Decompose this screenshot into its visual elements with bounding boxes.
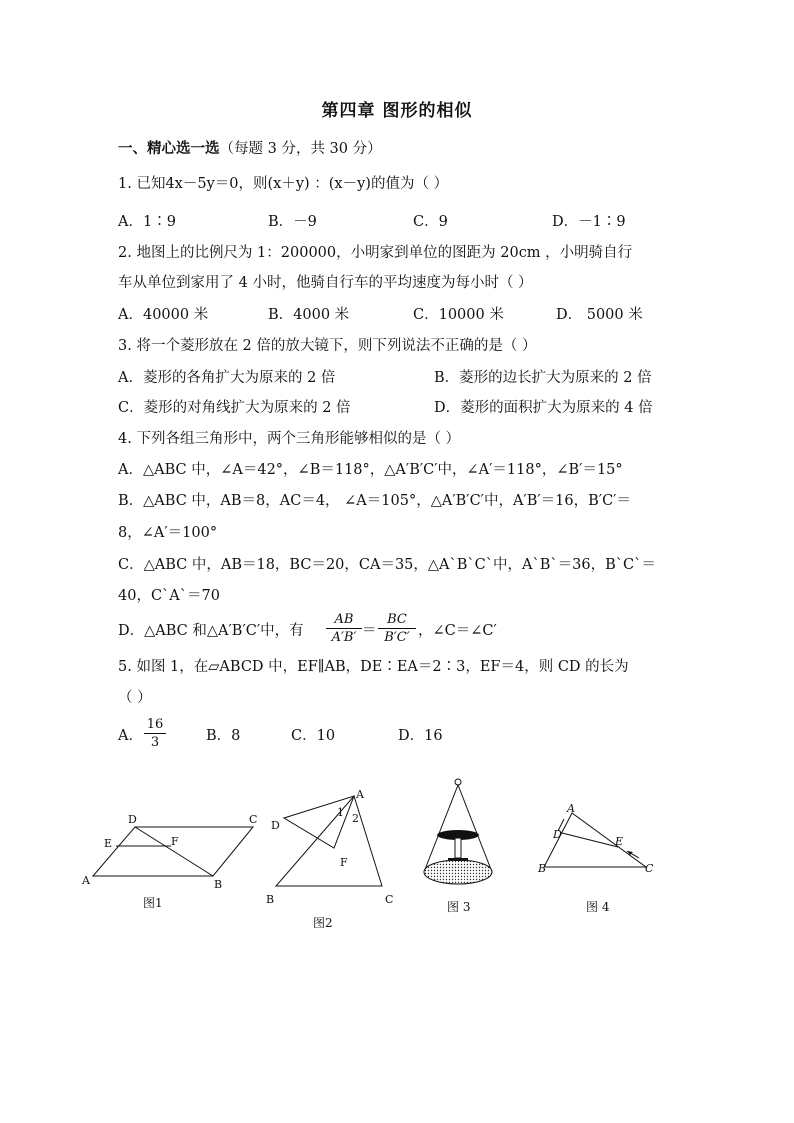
q4-stem: 4. 下列各组三角形中，两个三角形能够相似的是（ ） [118, 431, 461, 447]
q5-line2: （ ） [118, 690, 152, 706]
q2-line2: 车从单位到家用了 4 小时，他骑自行车的平均速度为每小时（ ） [118, 275, 533, 291]
q4-option-a: A．△ABC 中，∠A＝42°，∠B＝118°，△A′B′C′中，∠A′＝118°，∠B′＝15° [118, 462, 623, 478]
q4-option-b-line1: B．△ABC 中，AB＝8，AC＝4， ∠A＝105°，△A′B′C′中，A′B′＝16，B′C′＝ [118, 493, 631, 509]
label-e: E [104, 837, 113, 850]
label-f: F [340, 856, 348, 869]
q5-line1: 5. 如图 1，在▱ABCD 中，EF∥AB，DE∶EA＝2∶3，EF＝4，则 CD 的长为 [118, 659, 629, 675]
label-c: C [249, 813, 258, 826]
q4-option-b-line2: 8，∠A′＝100° [118, 525, 218, 541]
triangle-ade [284, 796, 354, 848]
q1-option-c: C．9 [413, 214, 448, 230]
figure-2-caption: 图2 [313, 916, 333, 930]
figure-1-parallelogram [78, 808, 268, 888]
q3-option-d: D．菱形的面积扩大为原来的 4 倍 [434, 400, 653, 416]
q4-option-c-line2: 40，C`A`＝70 [118, 588, 220, 604]
q2-option-a: A．40000 米 [118, 307, 209, 323]
q2-line1: 2. 地图上的比例尺为 1：200000，小明家到单位的图距为 20cm ，小明骑自行 [118, 245, 633, 261]
label-d: D [128, 813, 137, 826]
label-f: F [171, 835, 179, 848]
q2-option-b: B．4000 米 [268, 307, 350, 323]
shadow-ellipse [424, 860, 492, 884]
q1-stem: 1. 已知4x－5y＝0，则(x＋y) ：(x－y)的值为（ ） [118, 176, 449, 192]
figure-4-triangle [534, 800, 658, 880]
label-b: B [214, 878, 223, 888]
label-d: D [553, 828, 562, 841]
q5-option-a-prefix: A． [118, 728, 143, 744]
figure-3-cone [418, 776, 498, 892]
label-b: B [266, 893, 275, 906]
q3-stem: 3. 将一个菱形放在 2 倍的放大镜下，则下列说法不正确的是（ ） [118, 338, 537, 354]
q4-option-c-line1: C．△ABC 中，AB＝18，BC＝20，CA＝35，△A`B`C`中，A`B`＝36，B`C`＝ [118, 557, 656, 573]
label-d: D [271, 819, 280, 832]
fraction-denominator: B′C′ [384, 630, 410, 645]
table-base [448, 858, 468, 861]
figure-1-caption: 图1 [143, 896, 163, 910]
label-c: C [645, 862, 654, 875]
figure-2-triangles [262, 786, 402, 906]
label-angle-1: 1 [337, 806, 344, 819]
light-source-icon [455, 779, 461, 785]
label-a: A [356, 788, 364, 801]
q2-option-c: C．10000 米 [413, 307, 504, 323]
q4-option-d-prefix: D．△ABC 和△A′B′C′中，有 [118, 623, 304, 639]
q1-option-b: B．－9 [268, 214, 317, 230]
figure-4-caption: 图 4 [586, 900, 610, 914]
label-b: B [538, 862, 547, 875]
label-e: E [615, 835, 624, 848]
q4-d-suffix: ，∠C＝∠C′ [418, 623, 497, 639]
table-leg [455, 838, 461, 858]
fraction-numerator: 16 [144, 716, 166, 734]
fraction-numerator: BC [378, 611, 416, 629]
q1-option-a: A．1∶9 [118, 214, 176, 230]
fraction-denominator: 3 [150, 735, 160, 750]
fraction-numerator: AB [326, 611, 362, 629]
q3-option-b: B．菱形的边长扩大为原来的 2 倍 [434, 370, 652, 386]
page-title: 第四章 图形的相似 [321, 101, 473, 121]
q4-d-equals: ＝ [362, 623, 377, 639]
fraction-denominator: A′B′ [331, 630, 357, 645]
q2-option-d: D． 5000 米 [556, 307, 643, 323]
q5-option-b: B．8 [206, 728, 241, 744]
section-note: （每题 3 分，共 30 分） [219, 141, 382, 157]
q5-option-d: D．16 [398, 728, 443, 744]
section-header [118, 139, 382, 159]
section-heading: 一、精心选一选 [118, 140, 220, 157]
q3-option-a: A．菱形的各角扩大为原来的 2 倍 [118, 370, 336, 386]
triangle-abc [276, 796, 382, 886]
figure-3-caption: 图 3 [447, 900, 471, 914]
label-angle-2: 2 [352, 812, 359, 825]
q5-option-a-fraction [144, 716, 166, 751]
label-a: A [567, 802, 575, 815]
q4-d-fraction-bc [378, 611, 416, 646]
label-c: C [385, 893, 394, 906]
q4-d-fraction-ab [326, 611, 362, 646]
q5-option-c: C．10 [291, 728, 336, 744]
label-a: A [82, 874, 90, 887]
q3-option-c: C．菱形的对角线扩大为原来的 2 倍 [118, 400, 351, 416]
q1-option-d: D．－1∶9 [552, 214, 626, 230]
